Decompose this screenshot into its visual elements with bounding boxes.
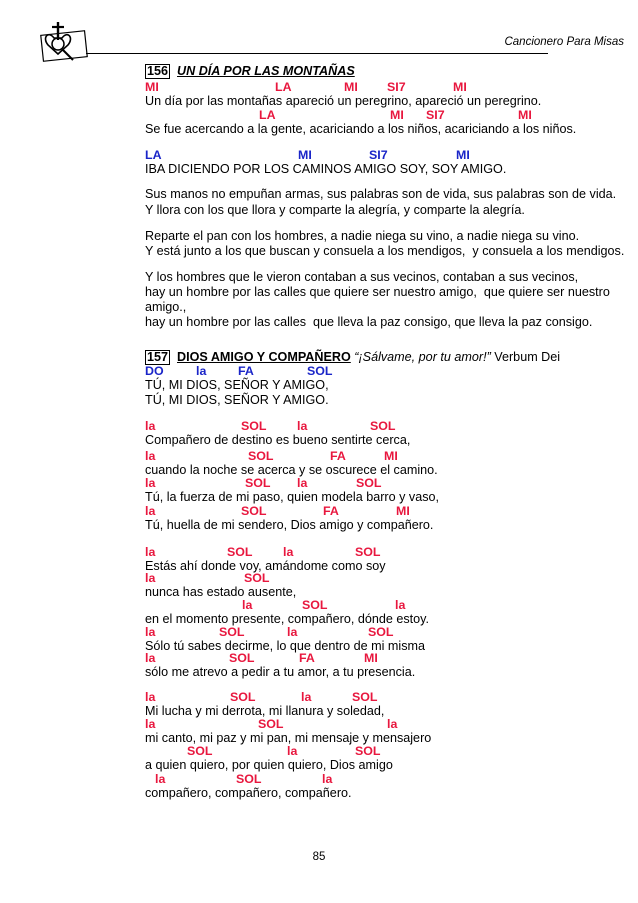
lyric-line: mi canto, mi paz y mi pan, mi mensaje y mensajero xyxy=(145,731,432,745)
chord: la xyxy=(155,772,166,786)
chord: SOL xyxy=(219,625,245,639)
chord: la xyxy=(145,571,156,585)
chord: LA xyxy=(259,108,276,122)
chord: SOL xyxy=(230,690,256,704)
chord: SOL xyxy=(355,744,381,758)
chord: LA xyxy=(145,148,162,162)
lyric-line: Tú, huella de mi sendero, Dios amigo y compañero. xyxy=(145,518,434,532)
chord: la xyxy=(145,651,156,665)
chord: SOL xyxy=(355,545,381,559)
chord: LA xyxy=(275,80,292,94)
lyric-line: Y llora con los que llora y comparte la alegría, y comparte la alegría. xyxy=(145,203,525,217)
lyric-line: Y los hombres que le vieron contaban a sus vecinos, contaban a sus vecinos, xyxy=(145,270,579,284)
lyric-line: nunca has estado ausente, xyxy=(145,585,297,599)
chord: MI xyxy=(456,148,470,162)
lyric-line: Sus manos no empuñan armas, sus palabras son de vida, sus palabras son de vida. xyxy=(145,187,617,201)
chord: SOL xyxy=(352,690,378,704)
chord: la xyxy=(242,598,253,612)
chord: MI xyxy=(396,504,410,518)
song-subtitle: “¡Sálvame, por tu amor!” xyxy=(354,350,491,364)
chord: SOL xyxy=(302,598,328,612)
chord: la xyxy=(196,364,207,378)
chord: SOL xyxy=(227,545,253,559)
chord: SOL xyxy=(356,476,382,490)
chord: la xyxy=(145,690,156,704)
chord: SOL xyxy=(241,419,267,433)
chord: la xyxy=(395,598,406,612)
chord: MI xyxy=(384,449,398,463)
chord: DO xyxy=(145,364,164,378)
chord: MI xyxy=(453,80,467,94)
lyric-line: Sólo tú sabes decirme, lo que dentro de mi misma xyxy=(145,639,425,653)
chord: MI xyxy=(364,651,378,665)
chord: MI xyxy=(145,80,159,94)
chord: la xyxy=(145,625,156,639)
chorus-line: TÚ, MI DIOS, SEÑOR Y AMIGO. xyxy=(145,393,329,407)
chord: la xyxy=(145,419,156,433)
chord: la xyxy=(145,449,156,463)
chord: FA xyxy=(238,364,254,378)
chorus-line: IBA DICIENDO POR LOS CAMINOS AMIGO SOY, SOY AMIGO. xyxy=(145,162,507,176)
chord: SOL xyxy=(236,772,262,786)
lyric-line: amigo., xyxy=(145,300,187,314)
song-title: DIOS AMIGO Y COMPAÑERO xyxy=(177,350,351,364)
chord: la xyxy=(145,545,156,559)
lyric-line: compañero, compañero, compañero. xyxy=(145,786,352,800)
chord: la xyxy=(145,504,156,518)
song-number: 156 xyxy=(147,64,169,78)
lyric-line: hay un hombre por las calles que quiere ser nuestro amigo, que quiere ser nuestro xyxy=(145,285,610,299)
chord: SOL xyxy=(258,717,284,731)
header-title: Cancionero Para Misas xyxy=(504,36,624,48)
chord: SOL xyxy=(244,571,270,585)
lyric-line: en el momento presente, compañero, dónde estoy. xyxy=(145,612,429,626)
chord: SI7 xyxy=(426,108,445,122)
song-title: UN DÍA POR LAS MONTAÑAS xyxy=(177,64,355,78)
chord: SOL xyxy=(245,476,271,490)
chord: SOL xyxy=(241,504,267,518)
lyric-line: a quien quiero, por quien quiero, Dios amigo xyxy=(145,758,393,772)
lyric-line: Tú, la fuerza de mi paso, quien modela barro y vaso, xyxy=(145,490,440,504)
chord: SOL xyxy=(370,419,396,433)
song-157-heading xyxy=(145,350,560,365)
lyric-line: Se fue acercando a la gente, acariciando a los niños, acariciando a los niños. xyxy=(145,122,577,136)
chord: FA xyxy=(323,504,339,518)
lyric-line: hay un hombre por las calles que lleva la paz consigo, que lleva la paz consigo. xyxy=(145,315,593,329)
header-divider xyxy=(86,53,548,54)
chord: FA xyxy=(299,651,315,665)
chord: MI xyxy=(298,148,312,162)
chord: SOL xyxy=(307,364,333,378)
page-number: 85 xyxy=(312,851,326,863)
chord: MI xyxy=(390,108,404,122)
chord: SI7 xyxy=(369,148,388,162)
chord: la xyxy=(301,690,312,704)
song-number: 157 xyxy=(147,350,169,364)
chord: la xyxy=(287,625,298,639)
chord: la xyxy=(297,419,308,433)
song-156-heading xyxy=(145,64,355,79)
chord: la xyxy=(287,744,298,758)
chorus-line: TÚ, MI DIOS, SEÑOR Y AMIGO, xyxy=(145,378,329,392)
song-source: Verbum Dei xyxy=(494,350,561,364)
chord: la xyxy=(297,476,308,490)
lyric-line: sólo me atrevo a pedir a tu amor, a tu presencia. xyxy=(145,665,416,679)
lyric-line: Mi lucha y mi derrota, mi llanura y soledad, xyxy=(145,704,385,718)
chord: MI xyxy=(518,108,532,122)
chord: la xyxy=(145,476,156,490)
lyric-line: Reparte el pan con los hombres, a nadie niega su vino, a nadie niega su vino. xyxy=(145,229,580,243)
lyric-line: Y está junto a los que buscan y consuela a los mendigos, y consuela a los mendigos. xyxy=(145,244,625,258)
chord: SI7 xyxy=(387,80,406,94)
chord: la xyxy=(145,717,156,731)
chord: SOL xyxy=(187,744,213,758)
chord: la xyxy=(322,772,333,786)
chord: la xyxy=(387,717,398,731)
heart-cross-emblem-icon xyxy=(40,20,90,67)
lyric-line: Compañero de destino es bueno sentirte cerca, xyxy=(145,433,411,447)
lyric-line: cuando la noche se acerca y se oscurece el camino. xyxy=(145,463,438,477)
chord: FA xyxy=(330,449,346,463)
chord: SOL xyxy=(368,625,394,639)
lyric-line: Un día por las montañas apareció un peregrino, apareció un peregrino. xyxy=(145,94,542,108)
chord: MI xyxy=(344,80,358,94)
chord: SOL xyxy=(229,651,255,665)
chord: la xyxy=(283,545,294,559)
chord: SOL xyxy=(248,449,274,463)
lyric-line: Estás ahí donde voy, amándome como soy xyxy=(145,559,386,573)
